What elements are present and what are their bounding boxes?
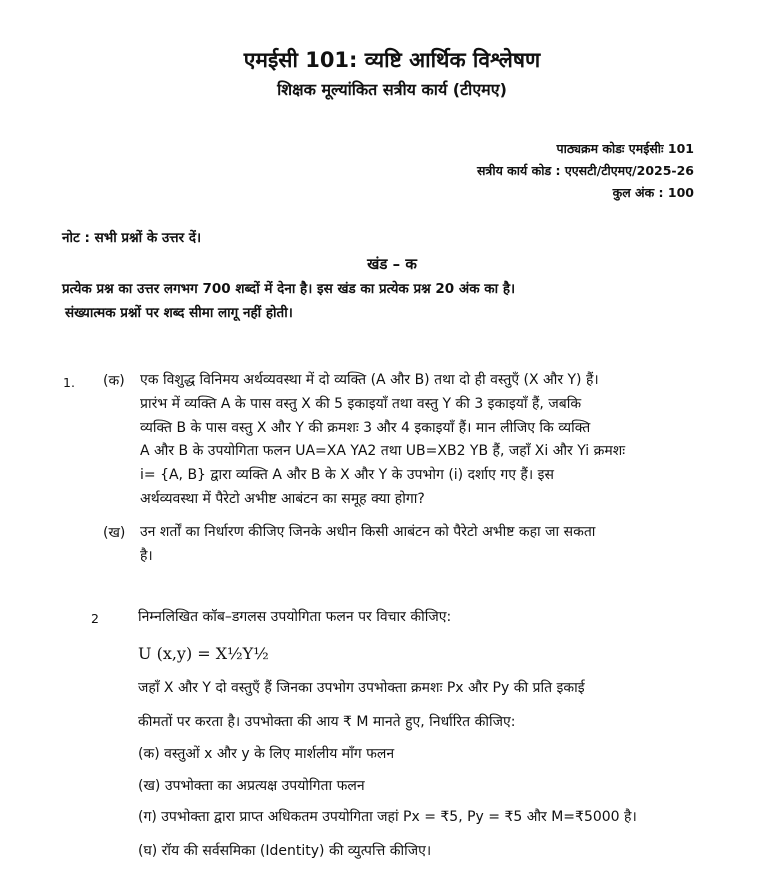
document-subtitle: शिक्षक मूल्यांकित सत्रीय कार्य (टीएमए) [277,80,507,99]
question-1a-line: i= {A, B} द्वारा व्यक्ति A और B के X और Y के उपभोग (i) दर्शाए गए हैं। इस [140,467,554,484]
question-1b-label: (ख) [103,525,126,541]
question-2-part-d: (घ) रॉय की सर्वसमिका (Identity) की व्युत्पत्ति कीजिए। [138,843,432,859]
course-code: पाठ्यक्रम कोडः एमईसीः 101 [556,141,694,156]
question-1a-text [140,369,696,512]
question-2-part-a: (क) वस्तुओं x और y के लिए मार्शलीय माँग फलन [138,746,395,762]
question-1b-text [140,521,696,569]
question-1b-line: उन शर्तों का निर्धारण कीजिए जिनके अधीन किसी आबंटन को पैरेटो अभीष्ट कहा जा सकता [140,524,596,540]
question-2-line-1: जहाँ X और Y दो वस्तुएँ हैं जिनका उपभोग उपभोक्ता क्रमशः Px और Py की प्रति इकाई [138,680,585,696]
question-2-number: 2 [91,611,99,626]
question-1-number: 1. [63,375,75,390]
question-1a-line: प्रारंभ में व्यक्ति A के पास वस्तु X की 5 इकाइयाँ तथा वस्तु Y की 3 इकाइयाँ हैं, जबकि [140,395,582,412]
document-title: एमईसी 101: व्यष्टि आर्थिक विश्लेषण [243,48,541,72]
question-2-part-c: (ग) उपभोक्ता द्वारा प्राप्त अधिकतम उपयोगिता जहां Px = ₹5, Py = ₹5 और M=₹5000 है। [138,809,637,825]
utility-function-formula: U (x,y) = X½Y½ [138,644,269,663]
total-marks: कुल अंक : 100 [612,185,694,200]
question-1a-line: अर्थव्यवस्था में पैरेटो अभीष्ट आबंटन का समूह क्या होगा? [140,490,425,507]
question-1a-line: एक विशुद्ध विनिमय अर्थव्यवस्था में दो व्यक्ति (A और B) तथा दो ही वस्तुएँ (X और Y) हैं। [140,372,599,388]
question-2-line-2: कीमतों पर करता है। उपभोक्ता की आय ₹ M मानते हुए, निर्धारित कीजिए: [138,714,516,730]
note: नोट : सभी प्रश्नों के उत्तर दें। [62,230,202,246]
question-1a-line: A और B के उपयोगिता फलन UA=XA YA2 तथा UB=XB2 YB हैं, जहाँ Xi और Yi क्रमशः [140,443,626,460]
section-instruction-2: संख्यात्मक प्रश्नों पर शब्द सीमा लागू नहीं होती। [65,305,293,321]
question-1b-line: है। [140,547,153,564]
section-title: खंड – क [367,255,417,273]
question-1a-line: व्यक्ति B के पास वस्तु X और Y की क्रमशः 3 और 4 इकाइयाँ हैं। मान लीजिए कि व्यक्ति [140,419,591,436]
question-1a-label: (क) [103,373,125,389]
question-2-intro: निम्नलिखित कॉब–डगलस उपयोगिता फलन पर विचार कीजिए: [138,609,452,625]
question-2-part-b: (ख) उपभोक्ता का अप्रत्यक्ष उपयोगिता फलन [138,778,365,794]
section-instruction-1: प्रत्येक प्रश्न का उत्तर लगभग 700 शब्दों में देना है। इस खंड का प्रत्येक प्रश्न 20 अंक का है। [62,281,516,297]
assignment-code: सत्रीय कार्य कोड : एएसटी/टीएमए/2025-26 [476,163,694,178]
